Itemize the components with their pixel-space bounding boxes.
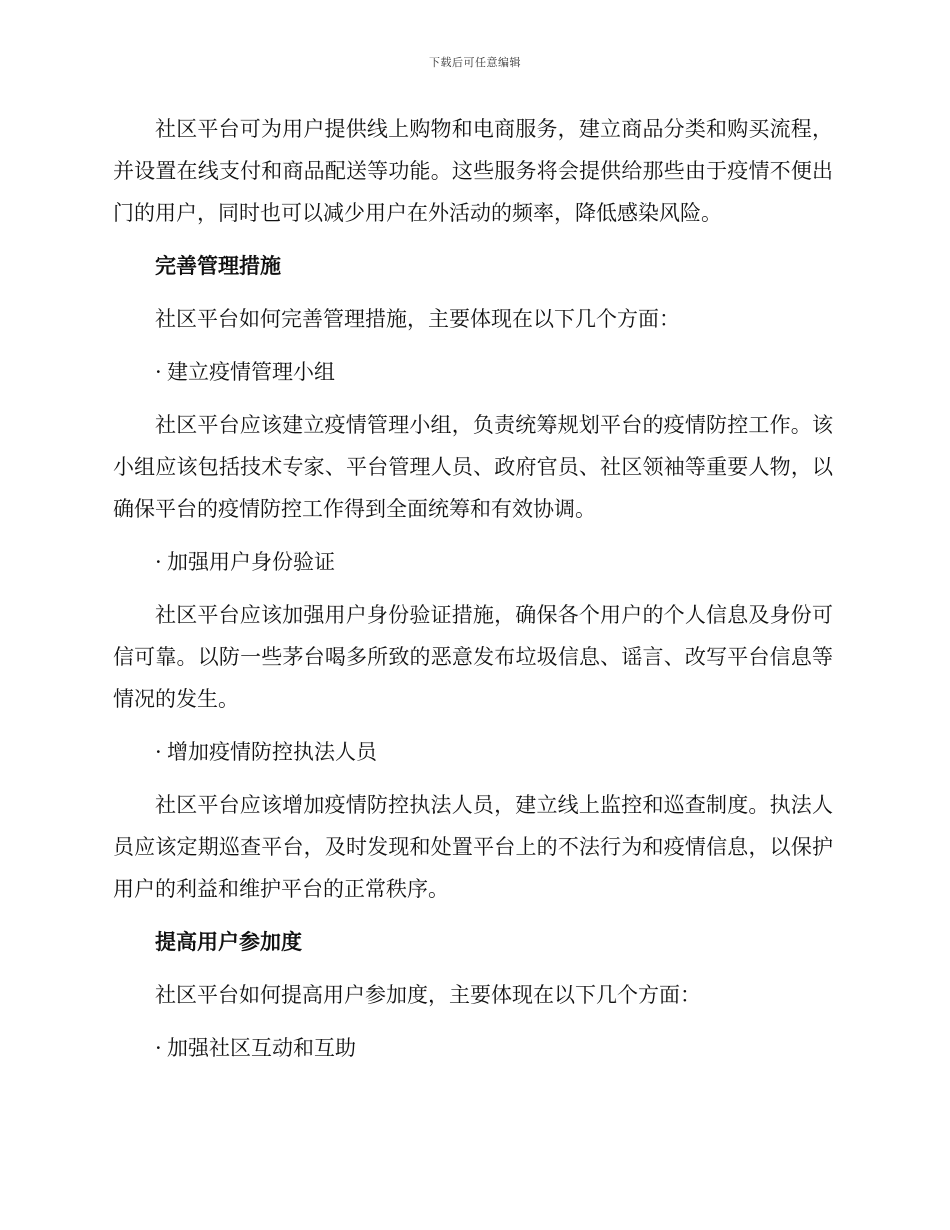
bullet-item-management-team [113, 351, 833, 393]
section-heading-management: 完善管理措施 [155, 253, 281, 278]
bullet-icon: · [155, 1036, 162, 1060]
bullet-item-identity-verification [113, 541, 833, 583]
bullet-label: 加强用户身份验证 [167, 550, 335, 574]
paragraph-online-shopping: 社区平台可为用户提供线上购物和电商服务，建立商品分类和购买流程，并设置在线支付和商品配送等功能。这些服务将会提供给那些由于疫情不便出门的用户，同时也可以减少用户在外活动的频率，降低感染风险。 [113, 117, 833, 225]
document-body [113, 108, 833, 1080]
paragraph-management-intro: 社区平台如何完善管理措施，主要体现在以下几个方面： [155, 307, 680, 331]
bullet-icon: · [155, 740, 162, 764]
paragraph-management-team: 社区平台应该建立疫情管理小组，负责统筹规划平台的疫情防控工作。该小组应该包括技术专家、平台管理人员、政府官员、社区领袖等重要人物，以确保平台的疫情防控工作得到全面统筹和有效协调。 [113, 413, 833, 521]
bullet-label: 建立疫情管理小组 [167, 360, 335, 384]
bullet-item-enforcement-staff [113, 731, 833, 773]
paragraph-participation-intro: 社区平台如何提高用户参加度，主要体现在以下几个方面： [155, 983, 701, 1007]
bullet-item-community-interaction [113, 1027, 833, 1069]
bullet-icon: · [155, 360, 162, 384]
bullet-icon: · [155, 550, 162, 574]
paragraph-enforcement-staff: 社区平台应该增加疫情防控执法人员，建立线上监控和巡查制度。执法人员应该定期巡查平台，及时发现和处置平台上的不法行为和疫情信息，以保护用户的利益和维护平台的正常秩序。 [113, 793, 833, 901]
bullet-label: 加强社区互动和互助 [167, 1036, 356, 1060]
section-heading-participation: 提高用户参加度 [155, 929, 302, 954]
bullet-label: 增加疫情防控执法人员 [167, 740, 377, 764]
page-header: 下载后可任意编辑 [429, 56, 521, 69]
paragraph-identity-verification: 社区平台应该加强用户身份验证措施，确保各个用户的个人信息及身份可信可靠。以防一些茅台喝多所致的恶意发布垃圾信息、谣言、改写平台信息等情况的发生。 [113, 603, 833, 711]
